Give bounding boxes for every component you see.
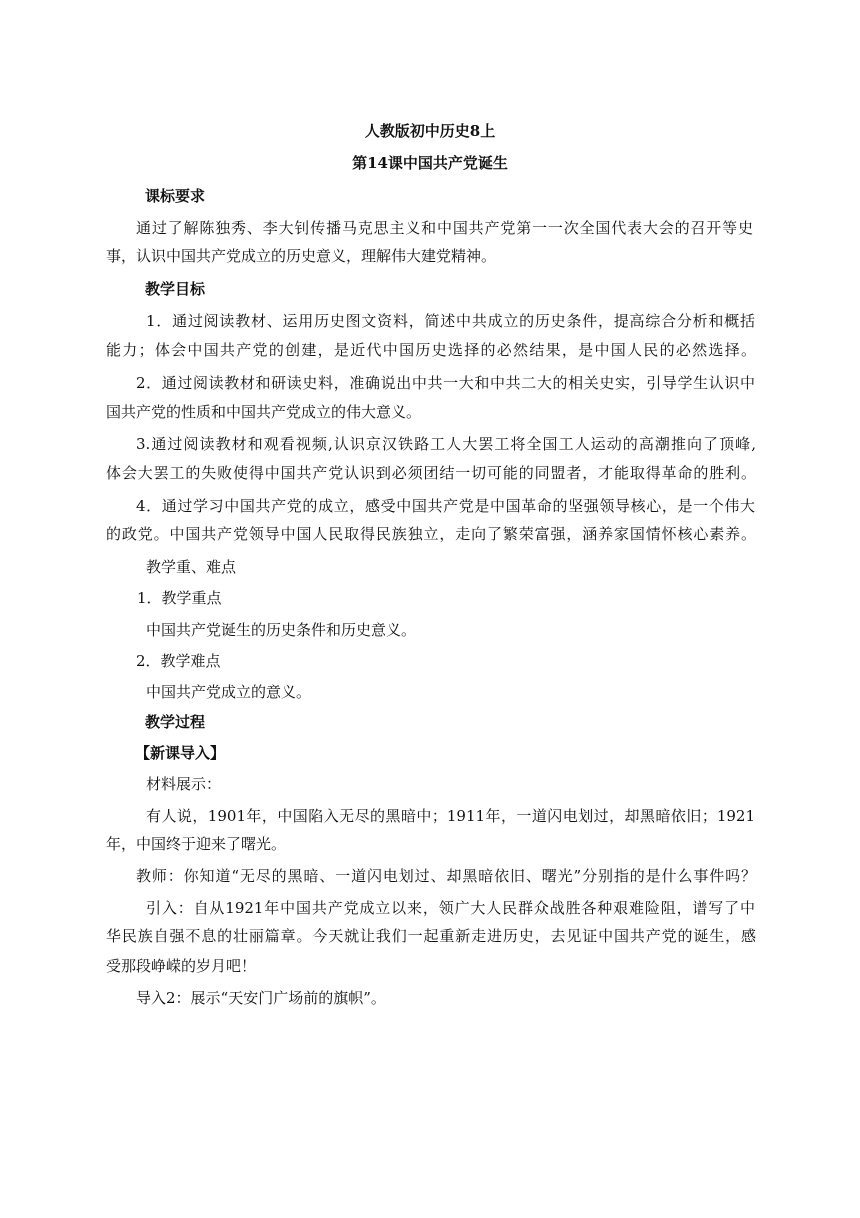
- process-heading: 教学过程: [145, 713, 206, 731]
- material-text: 有人说，1901年，中国陷入无尽的黑暗中；1911年，一道闪电划过，却黑暗依旧；1921: [146, 807, 755, 825]
- objective-3: 体会大罢工的失败使得中国共产党认识到必须团结一切可能的同盟者，才能取得革命的胜利。: [106, 464, 756, 482]
- key-focus-text: 中国共产党诞生的历史条件和历史意义。: [146, 621, 417, 639]
- difficulty-label: 2．教学难点: [136, 652, 221, 670]
- intro-text: 华民族自强不息的壮丽篇章。今天就让我们一起重新走进历史，去见证中国共产党的诞生，感: [106, 927, 756, 945]
- material-text: 年，中国终于迎来了曙光。: [106, 835, 287, 853]
- keypoints-heading: 教学重、难点: [146, 558, 237, 576]
- material-label: 材料展示：: [146, 775, 222, 793]
- objective-4: 4．通过学习中国共产党的成立，感受中国共产党是中国革命的坚强领导核心，是一个伟大: [136, 497, 755, 515]
- objective-1: 1．通过阅读教材、运用历史图文资料，简述中共成立的历史条件，提高综合分析和概括: [146, 312, 755, 330]
- intro-heading: 【新课导入】: [135, 744, 226, 762]
- intro-text: 受那段峥嵘的岁月吧！: [106, 957, 257, 975]
- key-focus-label: 1．教学重点: [137, 589, 222, 607]
- objective-1: 能力；体会中国共产党的创建，是近代中国历史选择的必然结果，是中国人民的必然选择。: [106, 341, 756, 359]
- objective-3: 3.通过阅读教材和观看视频,认识京汉铁路工人大罢工将全国工人运动的高潮推向了顶峰,: [136, 435, 756, 453]
- intro-2: 导入2：展示“天安门广场前的旗帜”。: [136, 989, 386, 1007]
- document-title: 人教版初中历史8上: [364, 122, 496, 140]
- curriculum-text: 通过了解陈独秀、李大钊传播马克思主义和中国共产党第一一次全国代表大会的召开等史: [136, 219, 753, 237]
- objective-2: 国共产党的性质和中国共产党成立的伟大意义。: [106, 403, 422, 421]
- curriculum-heading: 课标要求: [145, 187, 206, 205]
- objectives-heading: 教学目标: [145, 280, 206, 298]
- intro-text: 引入：自从1921年中国共产党成立以来，领广大人民群众战胜各种艰难险阻，谱写了中: [146, 899, 755, 917]
- objective-4: 的政党。中国共产党领导中国人民取得民族独立，走向了繁荣富强，涵养家国情怀核心素养。: [106, 525, 756, 543]
- lesson-title: 第14课中国共产党诞生: [352, 154, 508, 172]
- teacher-question: 教师：你知道“无尽的黑暗、一道闪电划过、却黑暗依旧、曙光”分别指的是什么事件吗？: [136, 867, 756, 885]
- curriculum-text: 事，认识中国共产党成立的历史意义，理解伟大建党精神。: [106, 247, 497, 265]
- difficulty-text: 中国共产党成立的意义。: [146, 683, 312, 701]
- objective-2: 2．通过阅读教材和研读史料，准确说出中共一大和中共二大的相关史实，引导学生认识中: [136, 374, 755, 392]
